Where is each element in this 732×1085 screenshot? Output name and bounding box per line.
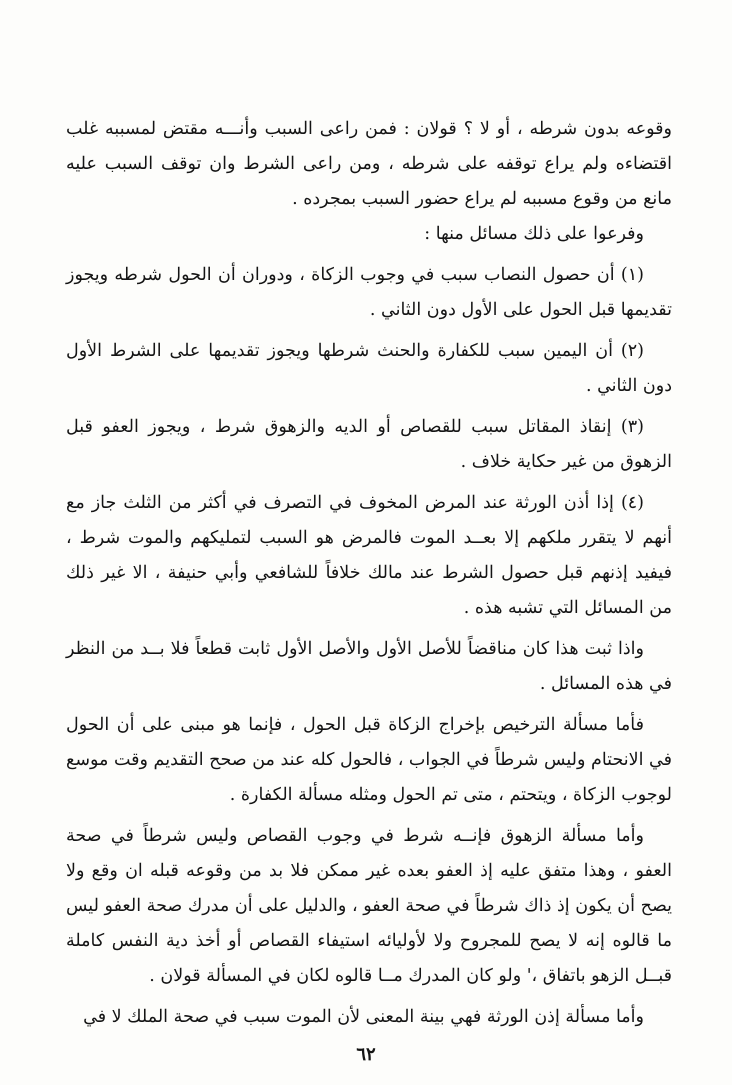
paragraph-item-4: (٤) إذا أذن الورثة عند المرض المخوف في التصرف في أكثر من الثلث جاز مع أنهم لا يتقرر ملكهم إلا بعــد الموت فالمرض هو السبب لتمليكهم والموت شرط ، فيفيد إذنهم قبل حصول الشرط عند مالك خلافاً للشافعي وأبي حنيفة ، الا غير ذلك من المسائل التي تشبه هذه . — [66, 493, 672, 618]
page-body-text — [66, 112, 672, 1035]
paragraph-zuhuq-question: وأما مسألة الزهوق فإنــه شرط في وجوب القصاص وليس شرطاً في صحة العفو ، وهذا متفق عليه إذ العفو بعده غير ممكن فلا بد من وقوعه قبله ان وقع ولا يصح أن يكون إذ ذاك شرطاً في صحة العفو ، والدليل على أن مدرك صحة العفو ليس ما قالوه إنه لا يصح للمجروح ولا لأوليائه استيفاء القصاص أو أخذ دية النفس كاملة قبــل الزهو باتفاق ،' ولو كان المدرك مــا قالوه لكان في المسألة قولان . — [66, 826, 672, 986]
paragraph-branches-intro: وفرعوا على ذلك مسائل منها : — [424, 224, 644, 244]
paragraph-zakat-question: فأما مسألة الترخيص بإخراج الزكاة قبل الحول ، فإنما هو مبنى على أن الحول في الانحتام وليس شرطاً في الجواب ، فالحول كله عند من صحح التقديم وقت موسع لوجوب الزكاة ، ويتحتم ، متى تم الحول ومثله مسألة الكفارة . — [66, 715, 672, 805]
paragraph-heirs-question: وأما مسألة إذن الورثة فهي بينة المعنى لأن الموت سبب في صحة الملك لا في — [83, 1007, 644, 1027]
paragraph-continuation: وقوعه بدون شرطه ، أو لا ؟ قولان : فمن راعى السبب وأنـــه مقتض لمسببه غلب اقتضاءه ولم يراع توقفه على شرطه ، ومن راعى الشرط وان توقف السبب عليه مانع من وقوع مسببه لم يراع حضور السبب بمجرده . — [66, 119, 672, 209]
page-number: ٦٢ — [356, 1044, 376, 1065]
paragraph-item-1: (١) أن حصول النصاب سبب في وجوب الزكاة ، ودوران أن الحول شرطه ويجوز تقديمها قبل الحول على الأول دون الثاني . — [66, 265, 672, 320]
paragraph-item-3: (٣) إنقاذ المقاتل سبب للقصاص أو الديه والزهوق شرط ، ويجوز العفو قبل الزهوق من غير حكاية خلاف . — [66, 417, 672, 472]
paragraph-item-2: (٢) أن اليمين سبب للكفارة والحنث شرطها ويجوز تقديمها على الشرط الأول دون الثاني . — [66, 341, 672, 396]
paragraph-contradiction: واذا ثبت هذا كان مناقضاً للأصل الأول والأصل الأول ثابت قطعاً فلا بــد من النظر في هذه المسائل . — [66, 639, 672, 694]
